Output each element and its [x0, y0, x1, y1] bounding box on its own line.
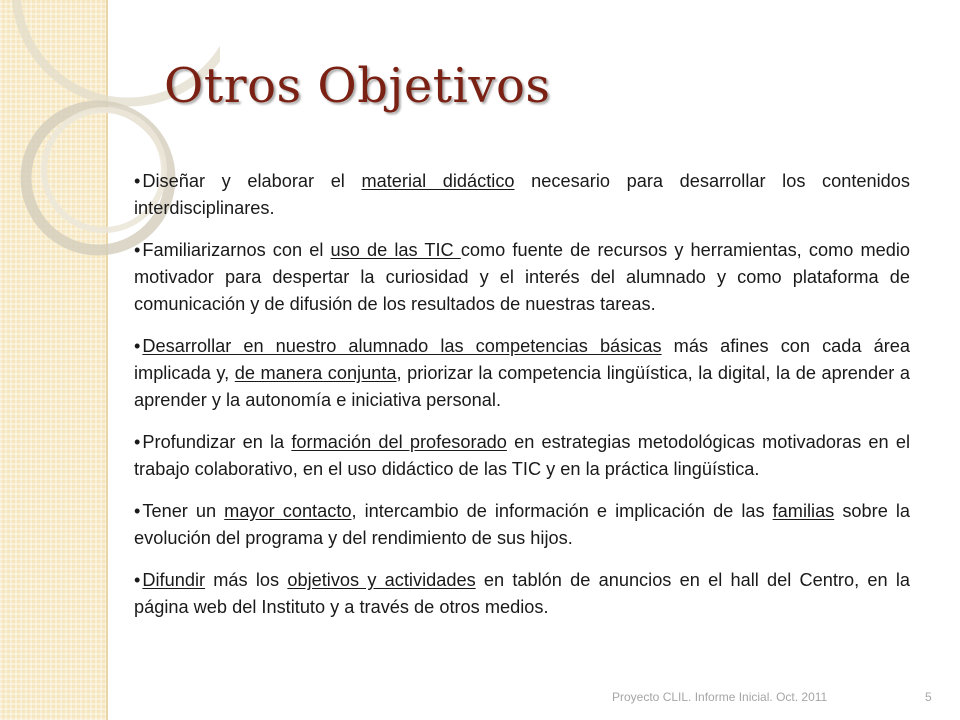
- bullet-text: más los: [205, 570, 288, 590]
- page-number: 5: [925, 690, 932, 704]
- bullet-text: Familiarizarnos con el: [142, 240, 331, 260]
- bullet-item: [134, 333, 910, 414]
- bullet-item: [134, 429, 910, 483]
- bullet-item: [134, 567, 910, 621]
- bullet-marker: •: [134, 336, 141, 356]
- bullet-text: Tener un: [142, 501, 225, 521]
- underlined-phrase: familias: [772, 501, 835, 521]
- underlined-phrase: material didáctico: [361, 171, 515, 191]
- underlined-phrase: mayor contacto: [224, 501, 352, 521]
- slide-title: Otros Objetivos: [164, 58, 551, 114]
- bullet-text: necesario para desarrollar los contenidos interdisciplinares.: [134, 171, 910, 218]
- underlined-phrase: formación del profesorado: [291, 432, 507, 452]
- bullet-text: como fuente de recursos y herramientas, como medio motivador para despertar la curiosidad y el interés del alumnado y como plataforma de comunicación y de difusión de los resultados de nuestras tareas.: [134, 240, 910, 314]
- bullet-list: [134, 168, 910, 636]
- bullet-item: [134, 498, 910, 552]
- underlined-phrase: uso de las TIC: [330, 240, 461, 260]
- bullet-text: sobre la evolución del programa y del rendimiento de sus hijos.: [134, 501, 910, 548]
- bullet-marker: •: [134, 570, 141, 590]
- bullet-text: en estrategias metodológicas motivadoras en el trabajo colaborativo, en el uso didáctico de las TIC y en la práctica lingüística.: [134, 432, 910, 479]
- underlined-phrase: objetivos y actividades: [287, 570, 476, 590]
- bullet-marker: •: [134, 432, 141, 452]
- bullet-text: más afines con cada área implicada y,: [134, 336, 910, 383]
- underlined-phrase: Difundir: [142, 570, 206, 590]
- bullet-item: [134, 237, 910, 318]
- bullet-marker: •: [134, 240, 141, 260]
- bullet-marker: •: [134, 501, 141, 521]
- footer-text: Proyecto CLIL. Informe Inicial. Oct. 2011: [612, 690, 828, 704]
- underlined-phrase: Desarrollar en nuestro alumnado las competencias básicas: [142, 336, 662, 356]
- bullet-text: , priorizar la competencia lingüística, la digital, la de aprender a aprender y la autonomía e iniciativa personal.: [134, 363, 910, 410]
- bullet-text: , intercambio de información e implicación de las: [351, 501, 773, 521]
- bullet-text: Diseñar y elaborar el: [142, 171, 362, 191]
- underlined-phrase: de manera conjunta: [234, 363, 397, 383]
- bullet-item: [134, 168, 910, 222]
- bullet-marker: •: [134, 171, 141, 191]
- bullet-text: en tablón de anuncios en el hall del Centro, en la página web del Instituto y a través de otros medios.: [134, 570, 910, 617]
- bullet-text: Profundizar en la: [142, 432, 292, 452]
